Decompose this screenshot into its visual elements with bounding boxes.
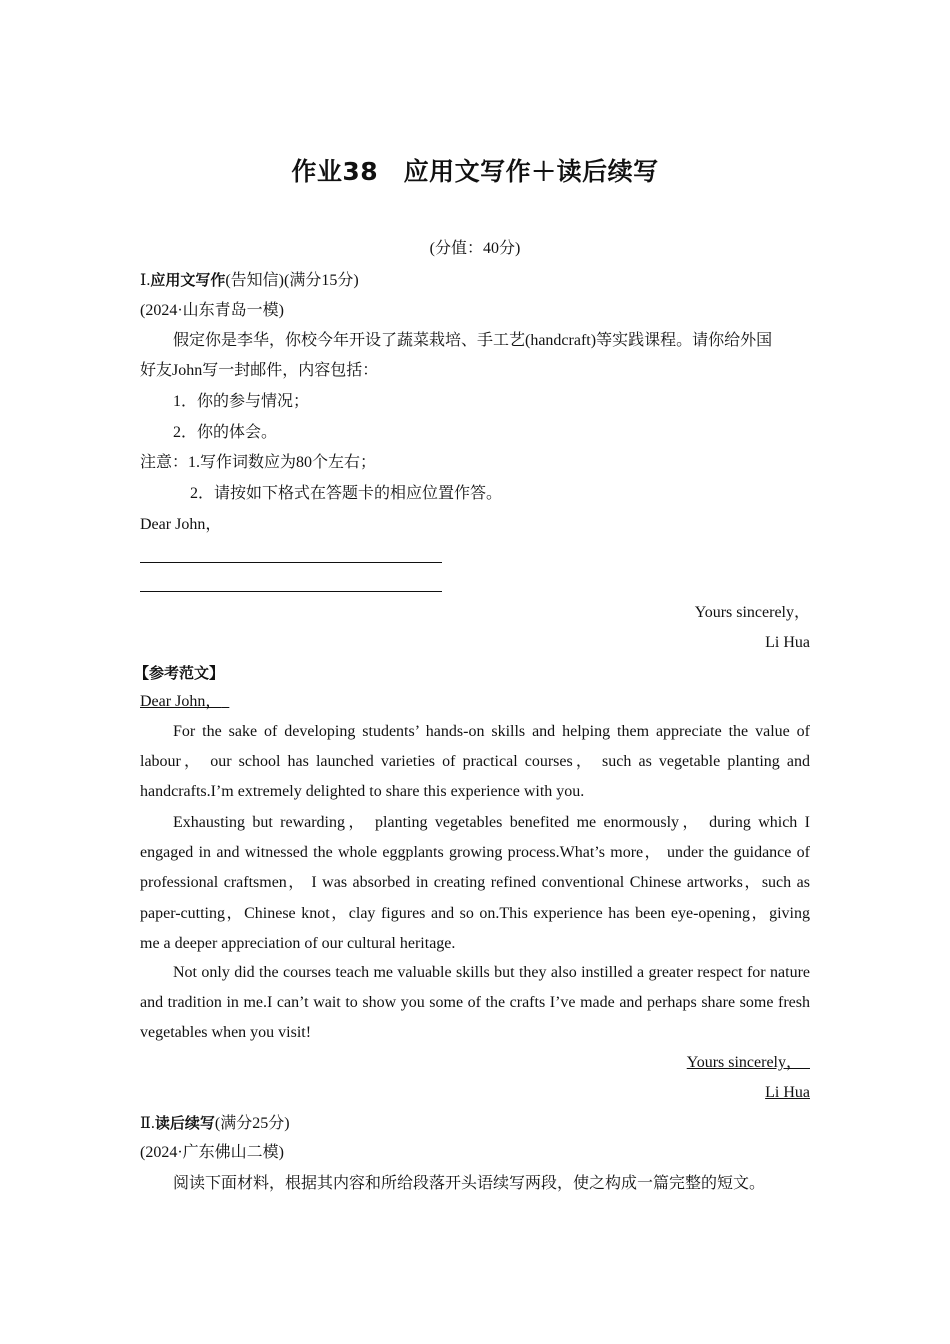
model-paragraph-1: For the sake of developing students’ hands-on skills and helping them appreciate the value of labour， our school has launched varieties of practical courses， such as vegetable planting and handcrafts.I’m extremely delighted to share this experience with you. <box>140 723 810 801</box>
section2-source: (2024·广东佛山二模) <box>140 1144 284 1161</box>
model-signature: Li Hua <box>765 1084 810 1101</box>
model-closing: Yours sincerely， <box>686 1054 802 1071</box>
section2-heading <box>140 1108 810 1139</box>
section1-item1: 1．你的参与情况； <box>173 393 310 410</box>
section2-score: (满分25分) <box>214 1115 290 1132</box>
section1-item2: 2．你的体会。 <box>173 424 278 441</box>
section2-instruction: 阅读下面材料，根据其内容和所给段落开头语续写两段，使之构成一篇完整的短文。 <box>173 1175 766 1192</box>
section2-title: 读后续写 <box>154 1114 215 1132</box>
section1-heading <box>140 265 810 296</box>
section1-score: (告知信)(满分15分) <box>225 272 359 289</box>
section1-source: (2024·山东青岛一模) <box>140 302 284 319</box>
model-paragraph-3: Not only did the courses teach me valuable skills but they also instilled a greater respect for nature and tradition in me.I can’t wait to show you some of the crafts I’ve made and perhaps share some fresh vegetables when you visit! <box>140 964 810 1042</box>
section1-title: 应用文写作 <box>150 271 226 289</box>
letter-signature: Li Hua <box>765 634 810 651</box>
page-title: 作业38 应用文写作＋读后续写 <box>291 157 659 186</box>
model-greeting: Dear John， <box>140 693 222 710</box>
section1-prompt-line2: 好友John写一封邮件，内容包括： <box>140 362 379 379</box>
section1-note1: 注意：1.写作词数应为80个左右； <box>140 454 377 471</box>
section1-note2: 2．请按如下格式在答题卡的相应位置作答。 <box>190 485 503 502</box>
score-note: (分值：40分) <box>429 240 521 257</box>
section1-prompt-line1: 假定你是李华，你校今年开设了蔬菜栽培、手工艺(handcraft)等实践课程。请你给外国 <box>173 332 773 349</box>
model-essay-label: 【参考范文】 <box>134 664 225 682</box>
section2-numeral: Ⅱ. <box>140 1115 155 1132</box>
answer-blank-line-1 <box>140 562 442 563</box>
section1-numeral: Ⅰ. <box>140 272 151 289</box>
model-paragraph-2: Exhausting but rewarding， planting vegetables benefited me enormously， during which I engaged in and witnessed the whole eggplants growing process.What’s more， under the guidance of professional craftsmen， I was absorbed in creating refined conventional Chinese artworks，such as paper-cutting，Chinese knot，clay figures and so on.This experience has been eye-opening，giving me a deeper appreciation of our cultural heritage. <box>140 814 810 952</box>
letter-greeting: Dear John， <box>140 516 222 533</box>
letter-closing: Yours sincerely， <box>694 604 810 621</box>
answer-blank-line-2 <box>140 591 442 592</box>
